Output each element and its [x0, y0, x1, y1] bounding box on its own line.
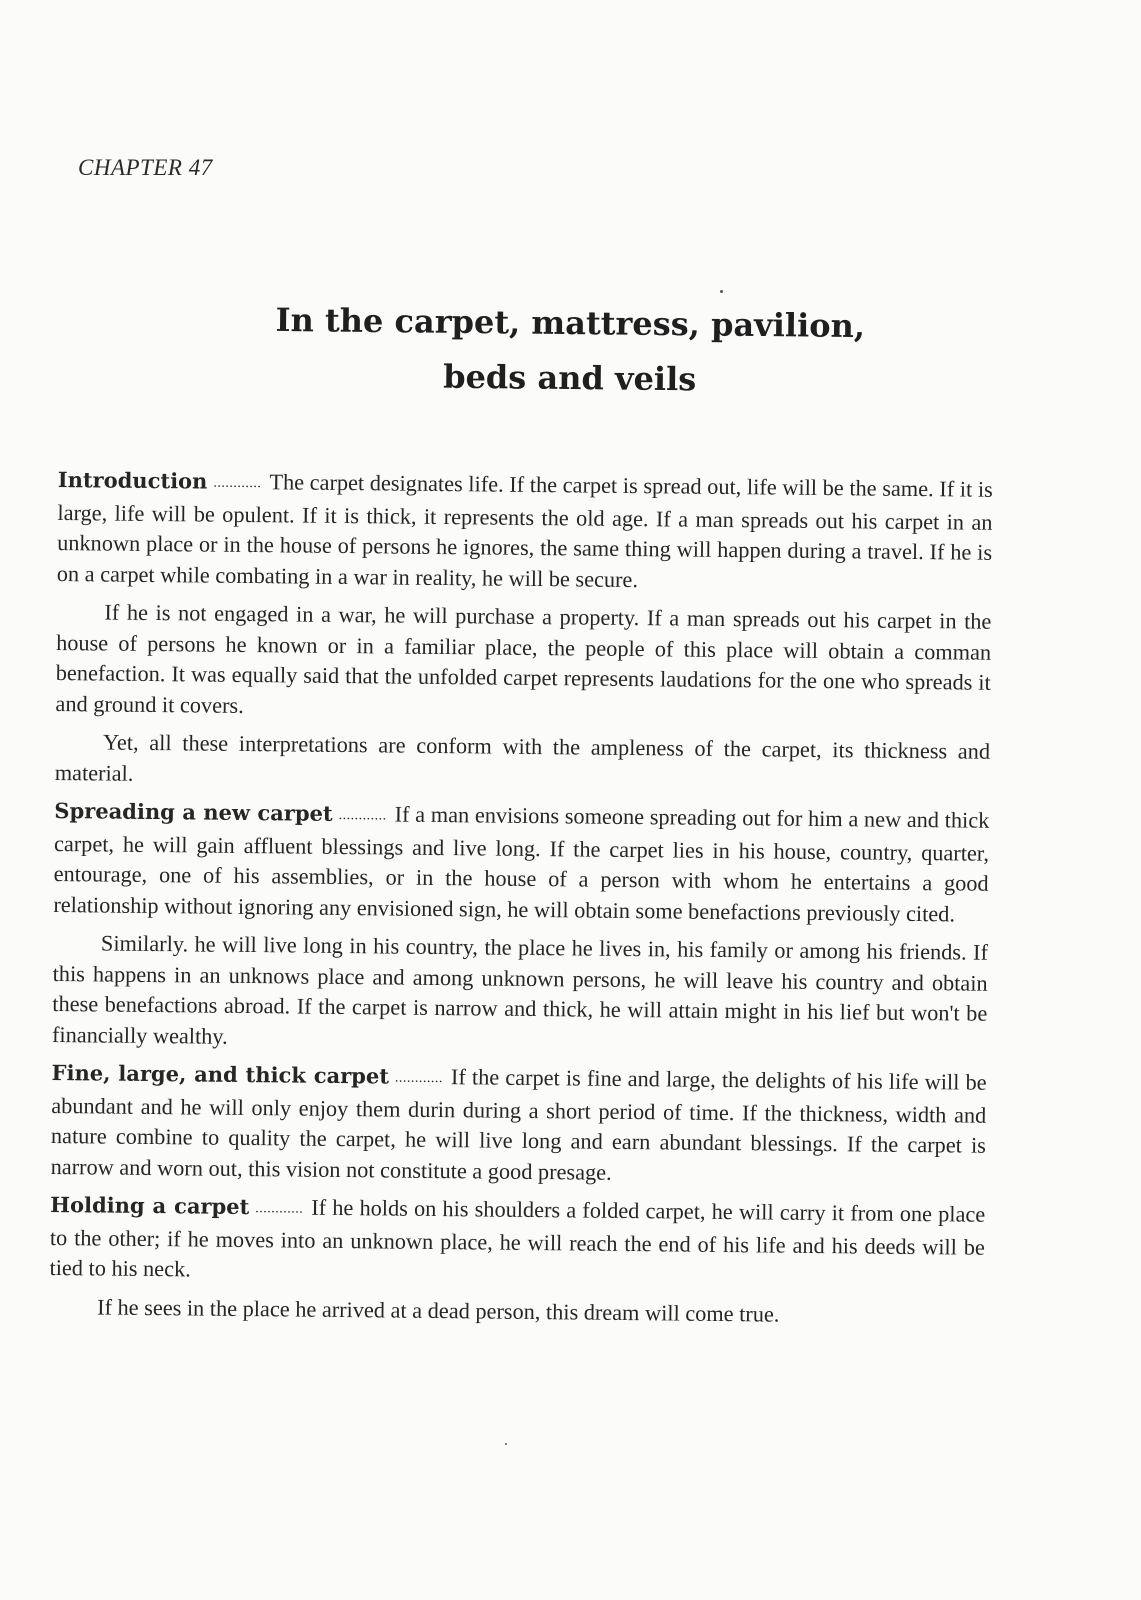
paragraph-text: Similarly. he will live long in his country, the place he lives in, his family or among his friends. If this happens in an unknows place and among unknown persons, he will leave his country and obtain these benefactions abroad. If the carpet is narrow and thick, he will attain might in his lief but won't be financially wealthy.	[51, 930, 989, 1049]
scan-speck	[720, 290, 723, 293]
chapter-number: CHAPTER 47	[78, 155, 213, 180]
dot-leader: ............	[255, 1201, 304, 1217]
paragraph-holding-carpet	[49, 1190, 985, 1293]
section-heading: Introduction	[57, 466, 208, 494]
paragraph-text: If he sees in the place he arrived at a dead person, this dream will come true.	[97, 1293, 780, 1327]
body-text	[49, 465, 993, 1340]
dot-leader: ............	[213, 475, 262, 492]
scan-speck	[505, 1443, 507, 1445]
paragraph-text: The carpet designates life. If the carpet is spread out, life will be the same. If it is large, life will be opulent. If it is thick, it represents the old age. If a man spreads out his carpet in an unknown place or in the house of persons he ignores, the same thing will happen during a travel. If he is on a carpet while combating in a war in reality, he will be secure.	[56, 469, 993, 592]
chapter-title	[149, 292, 990, 411]
paragraph-fine-large-thick-carpet	[50, 1058, 986, 1192]
dot-leader: ............	[338, 807, 387, 824]
chapter-title-line-2: beds and veils	[442, 357, 697, 399]
paragraph	[55, 727, 991, 798]
paragraph-text: If he is not engaged in a war, he will purchase a property. If a man spreads out his carpet in the house of persons he known or in a familiar place, the people of this place will obtain a comman benefaction. It was equally said that the unfolded carpet represents laudations for the one who spreads it and ground it covers.	[55, 599, 992, 718]
paragraph-spreading-new-carpet	[53, 796, 989, 930]
section-heading: Holding a carpet	[50, 1191, 250, 1220]
paragraph-text: Yet, all these interpretations are conform with the ampleness of the carpet, its thickness and material.	[54, 729, 991, 786]
section-heading: Fine, large, and thick carpet	[51, 1059, 390, 1089]
paragraph	[49, 1291, 984, 1331]
chapter-title-line-1: In the carpet, mattress, pavilion,	[275, 300, 866, 346]
paragraph-text: If the carpet is fine and large, the delights of his life will be abundant and he will only enjoy them durin during a short period of time. If the thickness, width and nature combine to quality the carpet, he will live long and earn abundant blessings. If the carpet is narrow and worn out, this vision not constitute a good presage.	[50, 1064, 987, 1185]
paragraph-text: If he holds on his shoulders a folded carpet, he will carry it from one place to the other; if he moves into an unknown place, he will reach the end of his life and his deeds will be tied to his neck.	[49, 1194, 986, 1282]
dot-leader: ............	[394, 1070, 444, 1087]
paragraph	[55, 597, 991, 729]
paragraph	[52, 928, 988, 1060]
paragraph-introduction	[57, 465, 993, 599]
section-heading: Spreading a new carpet	[54, 797, 333, 826]
paragraph-text: If a man envisions someone spreading out for him a new and thick carpet, he will gain affluent blessings and live long. If the carpet lies in his house, country, quarter, entourage, one of his assemblies, or in the house of a person with whom he entertains a good relationship without ignoring any envisioned sign, he will obtain some benefactions previously cited.	[53, 801, 990, 926]
